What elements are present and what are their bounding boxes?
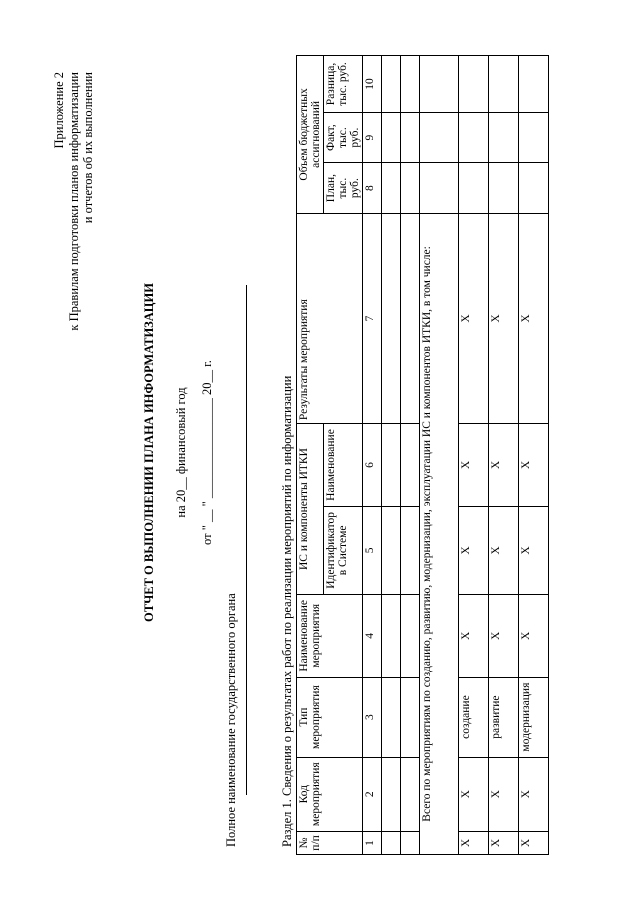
header-diff: Разница, тыс. руб.	[324, 56, 363, 113]
header-code: Код мероприятия	[297, 757, 363, 831]
total-row	[420, 56, 459, 855]
x-mark: Х	[459, 831, 489, 854]
x-mark: Х	[519, 213, 549, 423]
sub-row-label: развитие	[489, 677, 519, 757]
header-type: Тип мероприятия	[297, 677, 363, 757]
appendix-line-3: и отчетов об их выполнении	[81, 72, 95, 224]
header-ics-name: Наименование	[324, 424, 363, 507]
org-name-label: Полное наименование государственного органа	[224, 593, 238, 847]
x-mark: Х	[489, 757, 519, 831]
report-title: ОТЧЕТ О ВЫПОЛНЕНИИ ПЛАНА ИНФОРМАТИЗАЦИИ	[142, 283, 156, 622]
x-mark: Х	[459, 213, 489, 423]
x-mark: Х	[489, 213, 519, 423]
table-row	[519, 56, 549, 855]
header-ics: ИС и компоненты ИТКИ	[297, 424, 324, 595]
header-budget: Объем бюджетных ассигнований	[297, 56, 324, 214]
x-mark: Х	[519, 757, 549, 831]
table-row	[401, 56, 420, 855]
header-ics-id: Идентификатор в Системе	[324, 506, 363, 594]
col-number: 6	[363, 424, 382, 507]
table-row	[382, 56, 401, 855]
x-mark: Х	[519, 506, 549, 594]
appendix-line-2: к Правилам подготовки планов информатизации	[66, 72, 81, 331]
table-row	[459, 56, 489, 855]
header-results: Результаты мероприятия	[297, 213, 363, 423]
x-mark: Х	[489, 594, 519, 677]
x-mark: Х	[459, 506, 489, 594]
x-mark: Х	[459, 757, 489, 831]
col-number: 4	[363, 594, 382, 677]
header-num: № п/п	[297, 831, 363, 854]
x-mark: Х	[489, 506, 519, 594]
header-plan: План, тыс. руб.	[324, 163, 363, 213]
x-mark: Х	[459, 594, 489, 677]
x-mark: Х	[519, 424, 549, 507]
appendix-line-1: Приложение 2	[52, 72, 66, 149]
x-mark: Х	[489, 424, 519, 507]
total-label: Всего по мероприятиям по созданию, развитию, модернизации, эксплуатации ИС и компонентов ИТКИ, в том числе:	[420, 213, 459, 854]
section-title: Раздел 1. Сведения о результатах работ по реализации мероприятий по информатизации	[280, 375, 294, 847]
x-mark: Х	[519, 594, 549, 677]
x-mark: Х	[459, 424, 489, 507]
column-number-row	[363, 56, 382, 855]
sub-row-label: модернизация	[519, 677, 549, 757]
date-line: от " __ " ________________ 20__ г.	[200, 360, 214, 545]
org-name-rule	[246, 285, 247, 795]
col-number: 3	[363, 677, 382, 757]
col-number: 2	[363, 757, 382, 831]
report-table	[296, 55, 549, 855]
col-number: 9	[363, 112, 382, 162]
x-mark: Х	[489, 831, 519, 854]
x-mark: Х	[519, 831, 549, 854]
header-fact: Факт, тыс. руб.	[324, 112, 363, 162]
col-number: 5	[363, 506, 382, 594]
sub-row-label: создание	[459, 677, 489, 757]
col-number: 8	[363, 163, 382, 213]
appendix-note	[52, 72, 96, 331]
col-number: 1	[363, 831, 382, 854]
col-number: 7	[363, 213, 382, 423]
header-name: Наименование мероприятия	[297, 594, 363, 677]
table-row	[489, 56, 519, 855]
col-number: 10	[363, 56, 382, 113]
header-row-1	[297, 56, 324, 855]
fiscal-year-line: на 20__ финансовый год	[174, 387, 188, 518]
